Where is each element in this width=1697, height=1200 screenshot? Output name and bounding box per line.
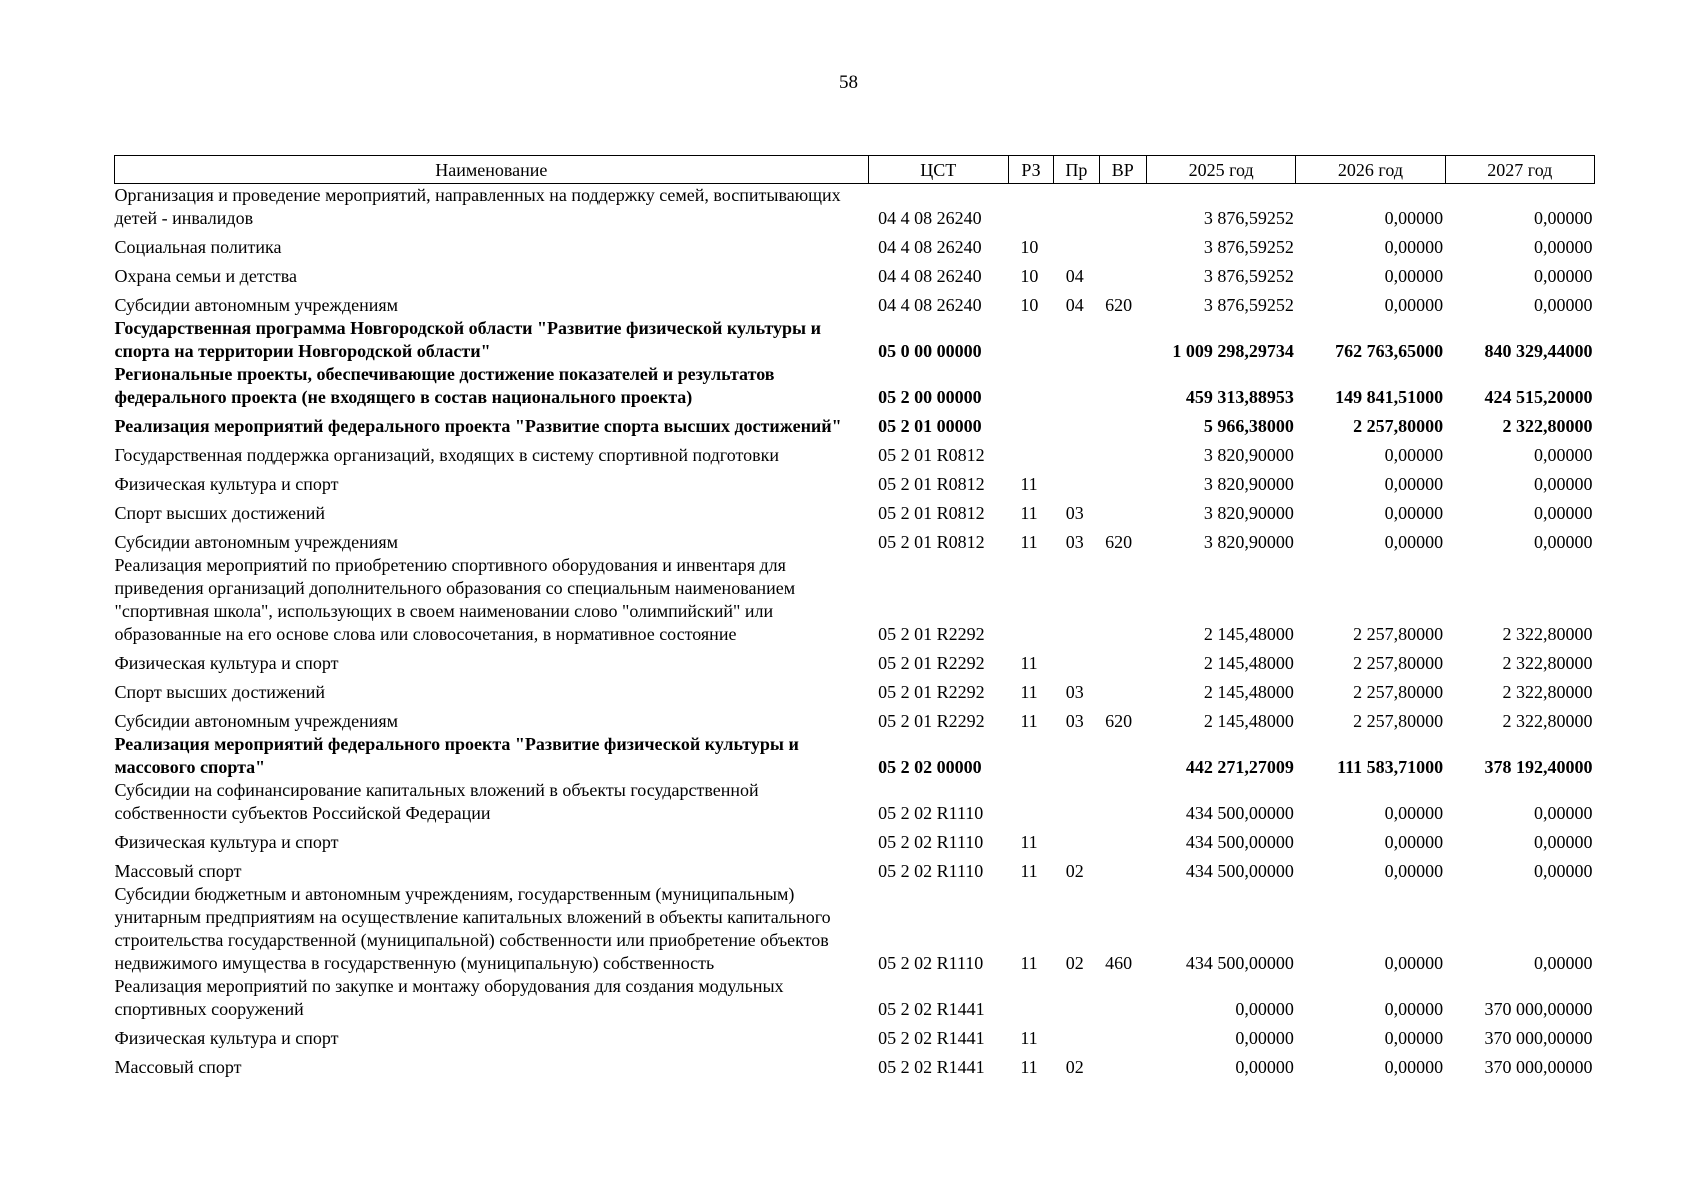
cell-2025: 3 876,59252 (1203, 266, 1294, 286)
cell-2026: 0,00000 (1384, 832, 1444, 852)
cell-2027: 378 192,40000 (1484, 757, 1593, 777)
cell-2027: 370 000,00000 (1484, 1057, 1593, 1077)
header-name: Наименование (115, 156, 869, 184)
table-row (115, 675, 1595, 704)
cell-2026: 2 257,80000 (1353, 711, 1444, 731)
cell-name: Реализация мероприятий по приобретению спортивного оборудования и инвентаря для приведения организаций дополнительного образования со специальным наименованием "спортивная школа", использующих в своем наименовании слово "олимпийский" или образованные на его основе слова или словосочетания, в нормативное состояние (114, 555, 796, 644)
cell-2026: 0,00000 (1384, 503, 1444, 523)
cell-2025: 434 500,00000 (1185, 803, 1294, 823)
header-pr: Пр (1054, 156, 1099, 184)
cell-pr (1054, 825, 1099, 854)
cell-rz (1008, 409, 1053, 438)
cell-2025: 459 313,88953 (1185, 387, 1294, 407)
page-number: 58 (839, 72, 858, 93)
cell-2025: 0,00000 (1235, 1028, 1294, 1048)
cell-name: Субсидии автономным учреждениям (114, 711, 399, 731)
table-row (115, 317, 1595, 363)
cell-2027: 0,00000 (1534, 532, 1593, 552)
cell-2027: 0,00000 (1534, 237, 1593, 257)
cell-cst: 05 2 01 R2292 (878, 624, 985, 644)
cell-rz: 11 (1020, 503, 1038, 523)
table-row (115, 363, 1595, 409)
cell-rz (1008, 317, 1053, 363)
cell-vr (1099, 496, 1146, 525)
cell-pr: 04 (1065, 266, 1084, 286)
cell-cst: 05 2 02 R1110 (878, 861, 984, 881)
cell-2025: 2 145,48000 (1203, 653, 1294, 673)
cell-2025: 2 145,48000 (1203, 682, 1294, 702)
cell-2027: 370 000,00000 (1484, 1028, 1593, 1048)
cell-2025: 434 500,00000 (1185, 832, 1294, 852)
cell-vr (1099, 363, 1146, 409)
cell-2027: 2 322,80000 (1502, 711, 1593, 731)
table-body (115, 184, 1595, 1080)
cell-vr (1099, 1021, 1146, 1050)
cell-vr (1099, 854, 1146, 883)
cell-2027: 0,00000 (1534, 208, 1593, 228)
cell-2026: 2 257,80000 (1353, 416, 1444, 436)
cell-cst: 05 2 01 R0812 (878, 503, 985, 523)
cell-pr (1054, 646, 1099, 675)
cell-2025: 2 145,48000 (1203, 624, 1294, 644)
cell-cst: 05 0 00 00000 (878, 341, 982, 361)
cell-cst: 05 2 02 R1441 (878, 1057, 985, 1077)
cell-rz (1008, 554, 1053, 646)
cell-2025: 3 876,59252 (1203, 208, 1294, 228)
cell-rz: 11 (1020, 953, 1038, 973)
cell-vr (1099, 675, 1146, 704)
cell-vr: 460 (1105, 953, 1133, 973)
cell-2027: 0,00000 (1534, 445, 1593, 465)
table-row (115, 496, 1595, 525)
cell-name: Реализация мероприятий по закупке и монтажу оборудования для создания модульных спортивных сооружений (114, 976, 784, 1019)
table-row (115, 184, 1595, 231)
cell-rz: 10 (1020, 266, 1039, 286)
cell-2026: 0,00000 (1384, 474, 1444, 494)
cell-2026: 762 763,65000 (1335, 341, 1444, 361)
cell-name: Спорт высших достижений (114, 503, 326, 523)
cell-pr: 02 (1065, 1057, 1084, 1077)
cell-2027: 0,00000 (1534, 861, 1593, 881)
table-row (115, 230, 1595, 259)
cell-2025: 3 876,59252 (1203, 237, 1294, 257)
table-row (115, 1050, 1595, 1079)
cell-name: Субсидии автономным учреждениям (114, 295, 399, 315)
cell-2025: 0,00000 (1235, 1057, 1294, 1077)
cell-pr (1054, 467, 1099, 496)
header-row (115, 156, 1595, 184)
cell-pr (1054, 554, 1099, 646)
cell-name: Реализация мероприятий федерального проекта "Развитие физической культуры и массового спорта" (114, 734, 799, 777)
cell-name: Организация и проведение мероприятий, направленных на поддержку семей, воспитывающих детей - инвалидов (114, 185, 841, 228)
cell-2027: 2 322,80000 (1502, 682, 1593, 702)
cell-2025: 3 820,90000 (1203, 503, 1294, 523)
cell-2025: 3 820,90000 (1203, 532, 1294, 552)
cell-pr (1054, 317, 1099, 363)
table-row (115, 646, 1595, 675)
cell-name: Массовый спорт (114, 1057, 242, 1077)
table-row (115, 733, 1595, 779)
cell-vr (1099, 467, 1146, 496)
cell-2027: 0,00000 (1534, 503, 1593, 523)
cell-pr (1054, 184, 1099, 231)
header-vr: ВР (1099, 156, 1146, 184)
cell-pr: 03 (1065, 682, 1084, 702)
cell-2026: 149 841,51000 (1335, 387, 1444, 407)
cell-rz (1008, 438, 1053, 467)
cell-2026: 0,00000 (1384, 861, 1444, 881)
cell-2027: 2 322,80000 (1502, 653, 1593, 673)
cell-2025: 1 009 298,29734 (1172, 341, 1294, 361)
cell-pr (1054, 733, 1099, 779)
cell-2027: 370 000,00000 (1484, 999, 1593, 1019)
cell-name: Физическая культура и спорт (114, 832, 339, 852)
cell-rz: 11 (1020, 861, 1038, 881)
cell-name: Региональные проекты, обеспечивающие достижение показателей и результатов федерального проекта (не входящего в состав национального проекта) (114, 364, 775, 407)
cell-cst: 05 2 01 R0812 (878, 445, 985, 465)
cell-vr (1099, 825, 1146, 854)
cell-2025: 5 966,38000 (1203, 416, 1294, 436)
cell-rz: 11 (1020, 474, 1038, 494)
cell-name: Спорт высших достижений (114, 682, 326, 702)
header-rz: РЗ (1008, 156, 1053, 184)
cell-pr: 03 (1065, 532, 1084, 552)
cell-2026: 0,00000 (1384, 295, 1444, 315)
cell-rz (1008, 184, 1053, 231)
cell-vr (1099, 1050, 1146, 1079)
cell-cst: 04 4 08 26240 (878, 266, 982, 286)
cell-name: Физическая культура и спорт (114, 653, 339, 673)
cell-rz (1008, 733, 1053, 779)
cell-vr (1099, 554, 1146, 646)
cell-rz (1008, 779, 1053, 825)
table-header (115, 156, 1595, 184)
header-cst: ЦСТ (868, 156, 1008, 184)
cell-rz: 11 (1020, 532, 1038, 552)
cell-vr (1099, 409, 1146, 438)
cell-2026: 0,00000 (1384, 532, 1444, 552)
header-2027: 2027 год (1445, 156, 1594, 184)
cell-pr: 02 (1065, 953, 1084, 973)
cell-vr (1099, 975, 1146, 1021)
cell-2026: 0,00000 (1384, 999, 1444, 1019)
cell-pr (1054, 779, 1099, 825)
table-row (115, 288, 1595, 317)
cell-2027: 0,00000 (1534, 474, 1593, 494)
cell-2025: 0,00000 (1235, 999, 1294, 1019)
cell-pr (1054, 409, 1099, 438)
cell-2025: 434 500,00000 (1185, 953, 1294, 973)
cell-2027: 0,00000 (1534, 266, 1593, 286)
cell-2027: 0,00000 (1534, 295, 1593, 315)
cell-name: Государственная поддержка организаций, входящих в систему спортивной подготовки (114, 445, 779, 465)
cell-vr (1099, 259, 1146, 288)
cell-pr (1054, 230, 1099, 259)
cell-name: Физическая культура и спорт (114, 1028, 339, 1048)
table-row (115, 704, 1595, 733)
cell-cst: 05 2 02 00000 (878, 757, 982, 777)
cell-cst: 05 2 02 R1110 (878, 953, 984, 973)
cell-pr: 04 (1065, 295, 1084, 315)
cell-2026: 0,00000 (1384, 208, 1444, 228)
cell-2026: 0,00000 (1384, 803, 1444, 823)
cell-2027: 0,00000 (1534, 832, 1593, 852)
cell-rz: 11 (1020, 711, 1038, 731)
table-row (115, 854, 1595, 883)
cell-2027: 0,00000 (1534, 803, 1593, 823)
cell-name: Субсидии бюджетным и автономным учреждениям, государственным (муниципальным) унитарным предприятиям на осуществление капитальных вложений в объекты капитального строительства государственной (муниципальной) собственности или приобретение объектов недвижимого имущества в государственную (муниципальную) собственность (114, 884, 831, 973)
table-row (115, 409, 1595, 438)
cell-vr (1099, 184, 1146, 231)
table-row (115, 975, 1595, 1021)
cell-rz: 10 (1020, 237, 1039, 257)
cell-2026: 0,00000 (1384, 1028, 1444, 1048)
cell-cst: 04 4 08 26240 (878, 237, 982, 257)
cell-2027: 2 322,80000 (1502, 416, 1593, 436)
cell-cst: 04 4 08 26240 (878, 295, 982, 315)
cell-name: Реализация мероприятий федерального проекта "Развитие спорта высших достижений" (114, 416, 842, 436)
cell-2025: 442 271,27009 (1185, 757, 1294, 777)
cell-2026: 0,00000 (1384, 237, 1444, 257)
cell-2026: 2 257,80000 (1353, 682, 1444, 702)
cell-pr: 03 (1065, 711, 1084, 731)
cell-name: Субсидии автономным учреждениям (114, 532, 399, 552)
cell-2026: 0,00000 (1384, 953, 1444, 973)
cell-name: Физическая культура и спорт (114, 474, 339, 494)
cell-2026: 111 583,71000 (1337, 757, 1444, 777)
cell-2026: 0,00000 (1384, 266, 1444, 286)
cell-2026: 2 257,80000 (1353, 624, 1444, 644)
table-row (115, 438, 1595, 467)
cell-cst: 05 2 02 R1441 (878, 1028, 985, 1048)
cell-cst: 04 4 08 26240 (878, 208, 982, 228)
cell-cst: 05 2 01 00000 (878, 416, 982, 436)
cell-2027: 424 515,20000 (1484, 387, 1593, 407)
cell-2027: 0,00000 (1534, 953, 1593, 973)
cell-2027: 840 329,44000 (1484, 341, 1593, 361)
cell-cst: 05 2 02 R1110 (878, 832, 984, 852)
cell-vr (1099, 230, 1146, 259)
cell-pr: 03 (1065, 503, 1084, 523)
cell-2026: 0,00000 (1384, 445, 1444, 465)
cell-cst: 05 2 01 R2292 (878, 682, 985, 702)
cell-cst: 05 2 02 R1441 (878, 999, 985, 1019)
cell-name: Охрана семьи и детства (114, 266, 298, 286)
budget-table (114, 155, 1595, 1079)
cell-2025: 434 500,00000 (1185, 861, 1294, 881)
cell-pr (1054, 363, 1099, 409)
cell-vr: 620 (1105, 295, 1133, 315)
table-row (115, 467, 1595, 496)
cell-cst: 05 2 00 00000 (878, 387, 982, 407)
cell-cst: 05 2 02 R1110 (878, 803, 984, 823)
cell-vr: 620 (1105, 711, 1133, 731)
cell-pr (1054, 438, 1099, 467)
cell-name: Социальная политика (114, 237, 282, 257)
cell-rz: 11 (1020, 653, 1038, 673)
table-row (115, 883, 1595, 975)
cell-vr: 620 (1105, 532, 1133, 552)
header-2026: 2026 год (1296, 156, 1445, 184)
cell-2026: 2 257,80000 (1353, 653, 1444, 673)
cell-cst: 05 2 01 R0812 (878, 474, 985, 494)
cell-2025: 3 820,90000 (1203, 474, 1294, 494)
cell-2026: 0,00000 (1384, 1057, 1444, 1077)
cell-vr (1099, 779, 1146, 825)
cell-vr (1099, 646, 1146, 675)
table-row (115, 779, 1595, 825)
cell-vr (1099, 733, 1146, 779)
cell-pr (1054, 1021, 1099, 1050)
cell-2025: 3 876,59252 (1203, 295, 1294, 315)
cell-rz: 11 (1020, 1057, 1038, 1077)
cell-rz: 11 (1020, 682, 1038, 702)
table-row (115, 259, 1595, 288)
table-row (115, 525, 1595, 554)
cell-rz: 11 (1020, 832, 1038, 852)
cell-vr (1099, 317, 1146, 363)
cell-vr (1099, 438, 1146, 467)
cell-2025: 3 820,90000 (1203, 445, 1294, 465)
cell-cst: 05 2 01 R2292 (878, 653, 985, 673)
header-2025: 2025 год (1147, 156, 1296, 184)
cell-2025: 2 145,48000 (1203, 711, 1294, 731)
cell-rz: 11 (1020, 1028, 1038, 1048)
table-row (115, 825, 1595, 854)
cell-name: Массовый спорт (114, 861, 242, 881)
cell-cst: 05 2 01 R0812 (878, 532, 985, 552)
cell-2027: 2 322,80000 (1502, 624, 1593, 644)
cell-name: Государственная программа Новгородской области "Развитие физической культуры и спорта на территории Новгородской области" (114, 318, 821, 361)
table-row (115, 1021, 1595, 1050)
cell-pr: 02 (1065, 861, 1084, 881)
cell-rz (1008, 363, 1053, 409)
cell-pr (1054, 975, 1099, 1021)
table-row (115, 554, 1595, 646)
cell-name: Субсидии на софинансирование капитальных вложений в объекты государственной собственности субъектов Российской Федерации (114, 780, 759, 823)
cell-cst: 05 2 01 R2292 (878, 711, 985, 731)
cell-rz (1008, 975, 1053, 1021)
cell-rz: 10 (1020, 295, 1039, 315)
